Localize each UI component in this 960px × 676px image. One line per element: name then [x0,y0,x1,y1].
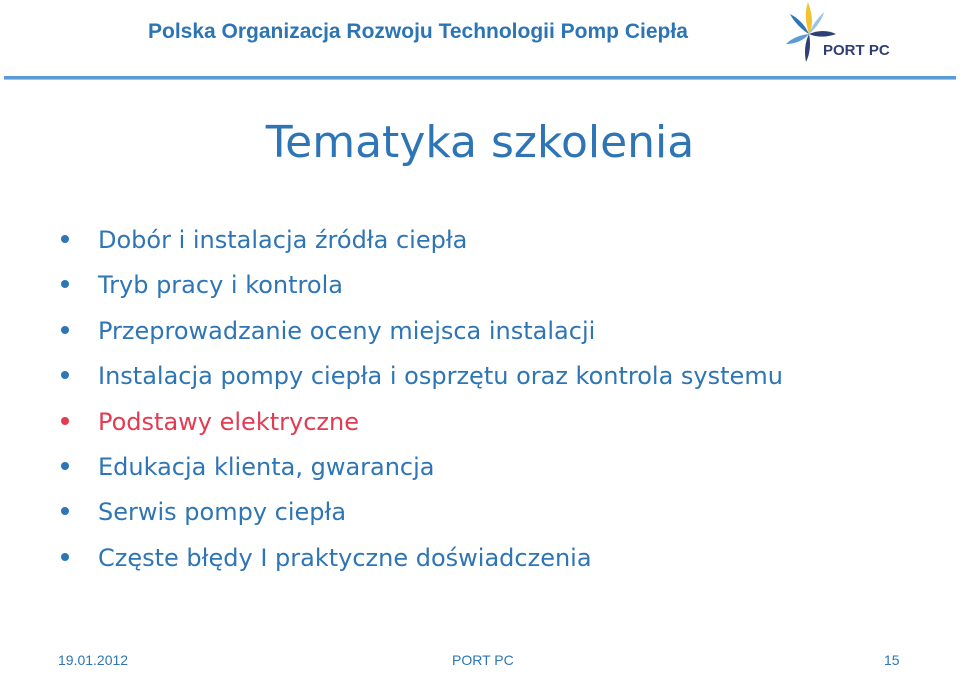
bullet-dot-icon [61,462,69,470]
bullet-dot-icon [61,280,69,288]
bullet-item [58,404,783,449]
bullet-text: Edukacja klienta, gwarancja [98,452,435,481]
bullet-item [58,222,783,267]
logo-text: PORT PC [823,42,890,59]
bullet-text: Dobór i instalacja źródła ciepła [98,226,468,254]
bullet-text: Instalacja pompy ciepła i osprzętu oraz kontrola systemu [98,362,783,391]
bullet-text: Tryb pracy i kontrola [98,271,343,300]
bullet-item [58,494,783,539]
bullet-item [58,449,783,494]
footer-center-text: PORT PC [452,652,514,668]
header-divider [4,76,956,80]
bullet-dot-icon [61,417,69,425]
footer-page-number: 15 [884,652,900,668]
bullet-dot-icon [61,553,69,561]
bullet-item [58,358,783,403]
bullet-text: Częste błędy I praktyczne doświadczenia [98,543,592,572]
bullet-dot-icon [61,235,69,243]
bullet-text: Serwis pompy ciepła [98,498,347,527]
bullet-dot-icon [61,507,69,515]
bullet-dot-icon [61,371,69,379]
bullet-text: Przeprowadzanie oceny miejsca instalacji [98,316,596,345]
bullet-dot-icon [61,326,69,334]
slide-title: Tematyka szkolenia [265,117,695,168]
bullet-item [58,313,783,358]
bullet-text: Podstawy elektryczne [98,407,359,436]
header-organization-title: Polska Organizacja Rozwoju Technologii Pomp Ciepła [148,20,688,43]
bullet-item [58,540,783,585]
bullet-item [58,267,783,312]
footer-date: 19.01.2012 [58,652,129,668]
topic-bullet-list [58,222,783,585]
port-pc-logo [778,0,918,72]
